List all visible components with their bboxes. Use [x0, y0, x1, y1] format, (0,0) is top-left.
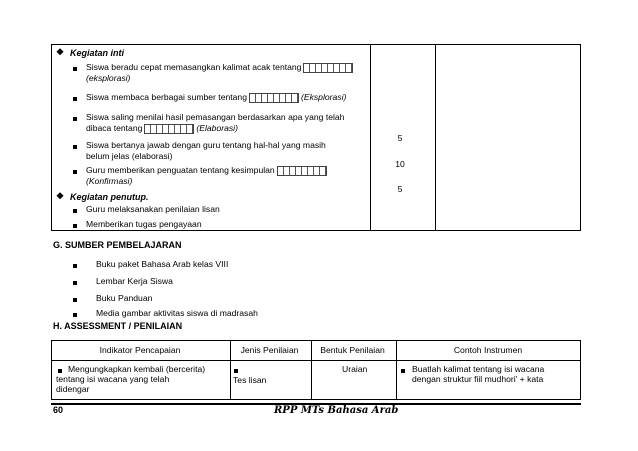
penutup-item-1: Guru melaksanakan penilaian lisan — [86, 204, 220, 214]
inti-item-1: Siswa beradu cepat memasangkan kalimat acak tentang (eksplorasi) — [86, 62, 355, 84]
square-bullet-icon — [401, 369, 405, 373]
diamond-bullet-icon: ❖ — [56, 47, 65, 57]
kegiatan-penutup-heading: Kegiatan penutup. — [70, 192, 149, 202]
assessment-heading: H. ASSESSMENT / PENILAIAN — [53, 321, 183, 331]
arabic-glyphs — [277, 166, 327, 176]
square-bullet-icon — [73, 97, 77, 101]
header-divider — [52, 360, 580, 361]
sumber-item: Buku paket Bahasa Arab kelas VIII — [96, 259, 229, 269]
penutup-item-2: Memberikan tugas pengayaan — [86, 219, 202, 229]
column-header: Jenis Penilaian — [240, 345, 299, 355]
square-bullet-icon — [73, 209, 77, 213]
footer-title: RPP MTs Bahasa Arab — [274, 405, 399, 416]
square-bullet-icon — [73, 224, 77, 228]
inti-item-2: Siswa membaca berbagai sumber tentang (Eksplorasi) — [86, 92, 347, 102]
indikator-cell-cont: tentang isi wacana yang telah didengar — [56, 374, 170, 394]
square-bullet-icon — [58, 369, 62, 373]
arabic-glyphs — [303, 63, 353, 73]
time-allocation: 10 — [395, 159, 405, 169]
diamond-bullet-icon: ❖ — [56, 191, 65, 201]
square-bullet-icon — [73, 313, 77, 317]
contoh-cell: Buatlah kalimat tentang isi wacana dengan struktur fiil mudhori' + kata — [412, 364, 545, 384]
sumber-item: Buku Panduan — [96, 293, 153, 303]
time-allocation: 5 — [397, 133, 403, 143]
square-bullet-icon — [73, 298, 77, 302]
column-header: Contoh Instrumen — [453, 345, 523, 355]
inti-item-5: Guru memberikan penguatan tentang kesimpulan (Konfirmasi) — [86, 165, 329, 187]
square-bullet-icon — [73, 117, 77, 121]
sumber-item: Lembar Kerja Siswa — [96, 276, 173, 286]
square-bullet-icon — [73, 264, 77, 268]
square-bullet-icon — [73, 145, 77, 149]
square-bullet-icon — [73, 281, 77, 285]
jenis-cell: Tes lisan — [233, 375, 267, 385]
inti-item-4: Siswa bertanya jawab dengan guru tentang hal-hal yang masih belum jelas (elaborasi) — [86, 140, 326, 161]
bentuk-cell: Uraian — [342, 364, 368, 374]
arabic-glyphs — [249, 93, 299, 103]
column-header: Indikator Pencapaian — [99, 345, 181, 355]
inti-item-3: Siswa saling menilai hasil pemasangan berdasarkan apa yang telah dibaca tentang (Elaborasi) — [86, 112, 345, 133]
arabic-glyphs — [144, 124, 194, 134]
indikator-cell: Mengungkapkan kembali (bercerita) — [68, 364, 206, 374]
sumber-item: Media gambar aktivitas siswa di madrasah — [96, 308, 258, 318]
column-divider — [435, 45, 436, 230]
column-header: Bentuk Penilaian — [320, 345, 385, 355]
square-bullet-icon — [73, 67, 77, 71]
sumber-heading: G. SUMBER PEMBELAJARAN — [53, 240, 182, 250]
time-allocation: 5 — [397, 184, 403, 194]
square-bullet-icon — [73, 170, 77, 174]
square-bullet-icon — [234, 369, 238, 373]
kegiatan-inti-heading: Kegiatan inti — [70, 48, 125, 58]
page-number: 60 — [53, 405, 64, 415]
